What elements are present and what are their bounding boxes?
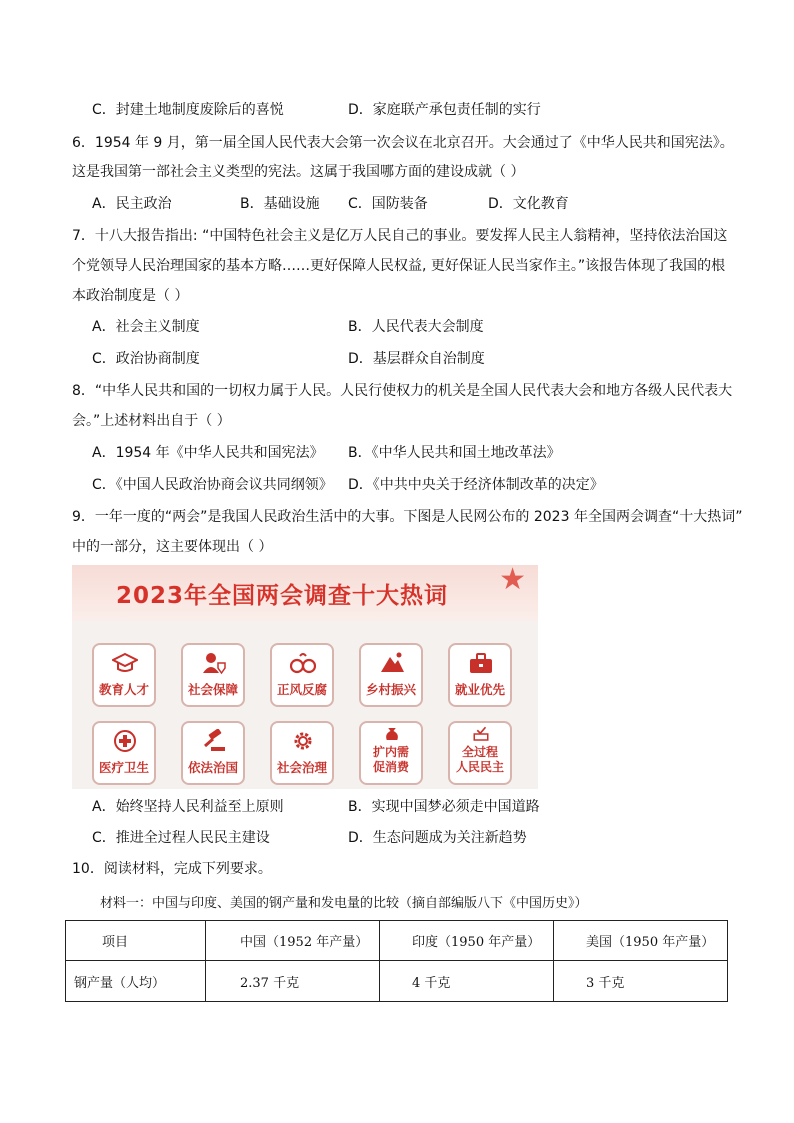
q9-option-a: A．始终坚持人民利益至上原则	[92, 799, 284, 815]
q7-option-d: D．基层群众自治制度	[348, 351, 485, 367]
q5-option-c: C．封建土地制度废除后的喜悦	[92, 102, 284, 118]
table-header-cell: 项目	[66, 921, 206, 961]
star-icon: ★	[499, 565, 526, 597]
q7-stem-line2: 个党领导人民治理国家的基本方略……更好保障人民权益, 更好保证人民当家作主。”该报告体现了我国的根	[72, 258, 726, 274]
q5-option-d: D．家庭联产承包责任制的实行	[348, 102, 541, 118]
q8-stem-line2: 会。”上述材料出自于（ ）	[72, 413, 231, 429]
q7-stem-line3: 本政治制度是（ ）	[72, 288, 189, 304]
q8-option-d: D．《中共中央关于经济体制改革的决定》	[348, 477, 604, 493]
handcuffs-icon	[290, 651, 316, 675]
mountain-icon	[379, 651, 405, 675]
money-bag-icon	[379, 725, 405, 743]
tile-label-line1: 全过程	[461, 745, 498, 759]
q8-option-b: B．《中华人民共和国土地改革法》	[348, 445, 561, 461]
q6-option-b: B．基础设施	[240, 196, 320, 212]
q9-option-d: D．生态问题成为关注新趋势	[348, 830, 527, 846]
q8-option-a: A．1954 年《中华人民共和国宪法》	[92, 445, 324, 461]
tile-label: 依法治国	[187, 760, 238, 775]
hot-word-tile-social-security	[181, 643, 245, 707]
q7-option-c: C．政治协商制度	[92, 351, 200, 367]
hot-word-tile-employment	[448, 643, 512, 707]
tile-label: 就业优先	[454, 682, 505, 697]
hot-word-tile-social-governance	[270, 721, 334, 785]
table-header-cell: 中国（1952 年产量）	[206, 921, 380, 961]
q10-stem: 10．阅读材料，完成下列要求。	[72, 861, 272, 877]
gear-icon	[290, 729, 316, 753]
hot-word-tile-whole-process-democracy	[448, 721, 512, 785]
q6-stem-line1: 6．1954 年 9 月，第一届全国人民代表大会第一次会议在北京召开。大会通过了《中华人民共和国宪法》。	[72, 135, 734, 151]
q9-stem-line1: 9．一年一度的“两会”是我国人民政治生活中的大事。下图是人民网公布的 2023 年全国两会调查“十大热词”	[72, 509, 743, 525]
table-header-cell: 印度（1950 年产量）	[380, 921, 554, 961]
hot-word-tile-medical	[92, 721, 156, 785]
q9-option-b: B．实现中国梦必须走中国道路	[348, 799, 540, 815]
graduation-cap-icon	[112, 651, 138, 675]
tile-label-line2: 人民民主	[455, 760, 504, 774]
tile-label: 正风反腐	[276, 682, 327, 697]
comparison-table	[65, 920, 728, 1002]
table-cell: 2.37 千克	[206, 961, 380, 1002]
material-caption: 材料一：中国与印度、美国的钢产量和发电量的比较（摘自部编版八下《中国历史》）	[100, 896, 588, 911]
figure-title: 2023年全国两会调查十大热词	[115, 583, 448, 609]
q6-option-c: C．国防装备	[348, 196, 428, 212]
hot-words-figure	[72, 565, 538, 789]
tile-label: 乡村振兴	[365, 682, 416, 697]
tile-label: 教育人才	[98, 682, 149, 697]
q9-stem-line2: 中的一部分，这主要体现出（ ）	[72, 539, 273, 555]
medical-cross-icon	[112, 729, 138, 753]
figure-banner	[72, 565, 538, 621]
table-row	[66, 961, 728, 1002]
tile-label: 社会治理	[276, 760, 327, 775]
table-cell: 3 千克	[554, 961, 728, 1002]
q9-option-c: C．推进全过程人民民主建设	[92, 830, 270, 846]
table-header-row	[66, 921, 728, 961]
tile-label: 社会保障	[187, 682, 238, 697]
q6-stem-line2: 这是我国第一部社会主义类型的宪法。这属于我国哪方面的建设成就（ ）	[72, 164, 525, 180]
tile-label-line1: 扩内需	[372, 745, 409, 759]
hot-word-tile-education	[92, 643, 156, 707]
q6-option-d: D．文化教育	[488, 196, 569, 212]
hot-word-tile-anti-corruption	[270, 643, 334, 707]
hot-word-tile-rural-revitalization	[359, 643, 423, 707]
briefcase-icon	[468, 651, 494, 675]
q6-option-a: A．民主政治	[92, 196, 172, 212]
q7-option-a: A．社会主义制度	[92, 319, 200, 335]
table-cell: 4 千克	[380, 961, 554, 1002]
tile-label: 医疗卫生	[98, 760, 149, 775]
table-cell: 钢产量（人均）	[66, 961, 206, 1002]
ballot-check-icon	[468, 725, 494, 743]
q8-stem-line1: 8．“中华人民共和国的一切权力属于人民。人民行使权力的机关是全国人民代表大会和地方各级人民代表大	[72, 383, 733, 399]
q7-option-b: B．人民代表大会制度	[348, 319, 484, 335]
tile-label-line2: 促消费	[372, 760, 409, 774]
q8-option-c: C．《中国人民政治协商会议共同纲领》	[92, 477, 333, 493]
gavel-icon	[201, 729, 227, 753]
person-shield-icon	[201, 651, 227, 675]
table-header-cell: 美国（1950 年产量）	[554, 921, 728, 961]
hot-word-tile-rule-of-law	[181, 721, 245, 785]
q7-stem-line1: 7．十八大报告指出: “中国特色社会主义是亿万人民自己的事业。要发挥人民主人翁精神，坚持依法治国这	[72, 228, 728, 244]
hot-word-tile-domestic-demand	[359, 721, 423, 785]
